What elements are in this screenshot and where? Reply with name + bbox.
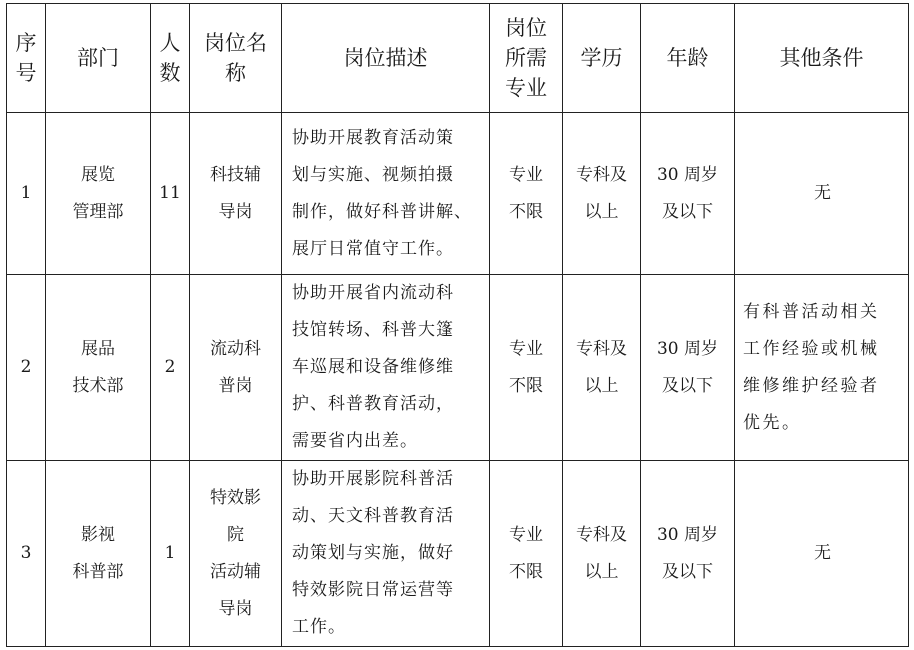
cell-line: 展览: [81, 164, 115, 185]
cell-line: 动、天文科普教育活: [292, 506, 454, 526]
cell-position: [190, 275, 282, 461]
cell-line: 特效影院日常运营等: [292, 580, 454, 600]
cell-line: 30 周岁: [656, 338, 719, 359]
cell-age: [641, 275, 735, 461]
cell-line: 不限: [509, 201, 543, 222]
header-major: [490, 4, 563, 113]
cell-line: 科普部: [72, 561, 124, 582]
cell-line: 年龄: [666, 46, 709, 70]
cell-other: [735, 275, 909, 461]
cell-line: 号: [15, 61, 37, 85]
header-count: [151, 4, 190, 113]
cell-line: 专业: [509, 164, 543, 185]
header-other: [735, 4, 909, 113]
cell-line: 管理部: [72, 201, 124, 222]
cell-line: 动策划与实施，做好: [292, 543, 454, 563]
cell-line: 普岗: [218, 375, 253, 396]
header-dept: [46, 4, 151, 113]
cell-line: 协助开展省内流动科: [292, 283, 454, 303]
cell-desc: [282, 275, 490, 461]
cell-line: 以上: [584, 375, 619, 396]
cell-line: 展品: [81, 338, 115, 359]
cell-line: 有科普活动相关: [743, 301, 880, 322]
cell-line: 专业: [509, 338, 543, 359]
cell-line: 岗位名: [204, 31, 267, 55]
cell-other: [735, 113, 909, 275]
cell-desc: [282, 461, 490, 647]
cell-line: 人: [159, 31, 181, 55]
cell-line: 及以下: [662, 561, 713, 582]
cell-line: 技术部: [72, 375, 124, 396]
table-row: [7, 275, 909, 461]
cell-major: [490, 275, 563, 461]
cell-desc: [282, 113, 490, 275]
cell-line: 专科及: [576, 164, 627, 185]
cell-count: 11: [151, 113, 190, 275]
cell-line: 需要省内出差。: [292, 431, 418, 451]
cell-dept: [46, 113, 151, 275]
cell-line: 不限: [509, 375, 543, 396]
cell-line: 序: [15, 31, 37, 55]
cell-line: 活动辅: [210, 561, 261, 582]
cell-edu: [563, 275, 641, 461]
cell-line: 划与实施、视频拍摄: [292, 164, 454, 185]
cell-line: 流动科: [210, 338, 261, 359]
cell-line: 学历: [580, 46, 623, 70]
cell-line: 其他条件: [779, 46, 864, 70]
cell-dept: [46, 275, 151, 461]
cell-line: 无: [814, 183, 831, 203]
cell-line: 岗位: [505, 16, 547, 40]
cell-line: 称: [225, 61, 246, 85]
cell-major: [490, 461, 563, 647]
cell-line: 工作经验或机械: [743, 338, 880, 359]
cell-line: 导岗: [218, 201, 253, 222]
cell-line: 导岗: [218, 598, 253, 619]
cell-edu: [563, 461, 641, 647]
cell-line: 工作。: [292, 617, 346, 637]
cell-other: [735, 461, 909, 647]
cell-position: [190, 113, 282, 275]
cell-line: 协助开展影院科普活: [292, 469, 454, 489]
cell-line: 制作，做好科普讲解、: [292, 201, 472, 222]
cell-dept: [46, 461, 151, 647]
cell-line: 展厅日常值守工作。: [292, 238, 454, 259]
cell-line: 技馆转场、科普大篷: [292, 320, 454, 340]
header-desc: [282, 4, 490, 113]
cell-count: 2: [151, 275, 190, 461]
cell-line: 院: [227, 524, 244, 545]
cell-count: 1: [151, 461, 190, 647]
header-position: [190, 4, 282, 113]
cell-line: 优先。: [743, 412, 802, 433]
cell-line: 30 周岁: [656, 164, 719, 185]
table-row: [7, 461, 909, 647]
cell-line: 维修维护经验者: [743, 375, 880, 396]
cell-line: 以上: [584, 561, 619, 582]
cell-line: 无: [814, 543, 831, 563]
cell-line: 协助开展教育活动策: [292, 127, 454, 148]
cell-line: 不限: [509, 561, 543, 582]
cell-line: 数: [159, 61, 181, 85]
header-seq: [7, 4, 46, 113]
cell-seq: 1: [7, 113, 46, 275]
cell-major: [490, 113, 563, 275]
cell-line: 专科及: [576, 524, 627, 545]
cell-line: 专业: [505, 76, 547, 100]
cell-age: [641, 113, 735, 275]
cell-line: 专业: [509, 524, 543, 545]
cell-line: 及以下: [662, 375, 713, 396]
cell-line: 护、科普教育活动，: [292, 394, 454, 414]
cell-line: 部门: [77, 46, 119, 70]
cell-line: 影视: [81, 524, 115, 545]
cell-edu: [563, 113, 641, 275]
header-age: [641, 4, 735, 113]
cell-seq: 3: [7, 461, 46, 647]
cell-line: 所需: [505, 46, 547, 70]
cell-line: 特效影: [210, 487, 261, 508]
cell-position: [190, 461, 282, 647]
cell-line: 30 周岁: [656, 524, 719, 545]
recruitment-table: [6, 3, 909, 647]
table-row: [7, 113, 909, 275]
header-edu: [563, 4, 641, 113]
cell-line: 科技辅: [210, 164, 261, 185]
cell-age: [641, 461, 735, 647]
cell-line: 车巡展和设备维修维: [292, 357, 454, 377]
header-row: [7, 4, 909, 113]
cell-line: 岗位描述: [343, 46, 428, 70]
cell-seq: 2: [7, 275, 46, 461]
cell-line: 以上: [584, 201, 619, 222]
cell-line: 及以下: [662, 201, 713, 222]
cell-line: 专科及: [576, 338, 627, 359]
